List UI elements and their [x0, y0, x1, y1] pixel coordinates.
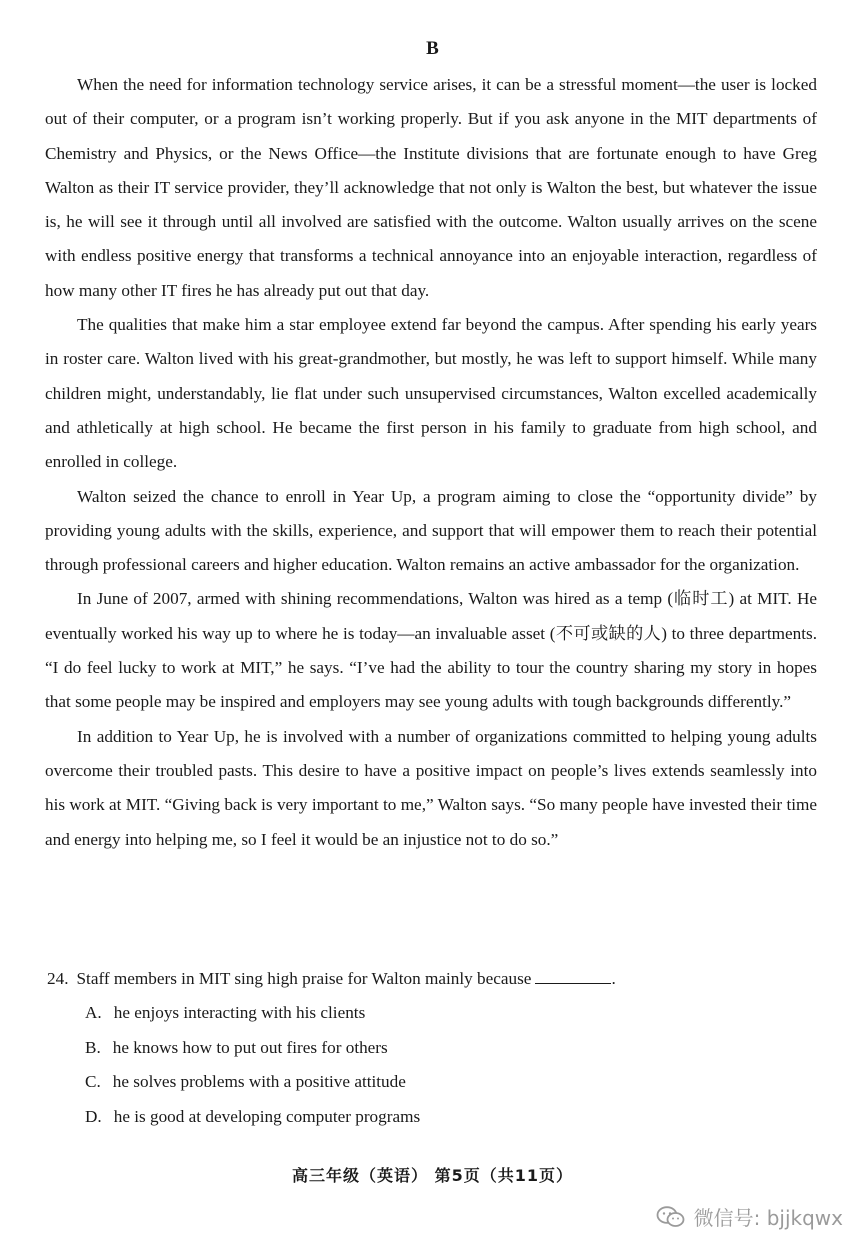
wechat-icon	[656, 1205, 686, 1229]
option-text: he is good at developing computer programs	[113, 1106, 421, 1126]
question-text: Staff members in MIT sing high praise for Walton mainly because	[76, 969, 532, 988]
option-a	[85, 996, 819, 1031]
section-letter: B	[426, 38, 439, 59]
question-end: .	[611, 969, 616, 988]
option-text: he enjoys interacting with his clients	[113, 1003, 366, 1022]
reading-passage	[45, 68, 817, 857]
option-b	[85, 1031, 819, 1066]
passage-paragraph: In June of 2007, armed with shining recommendations, Walton was hired as a temp (临时工) at MIT. He eventually worked his way up to where he is today—an invaluable asset (不可或缺的人) to three departments. “I do feel lucky to work at MIT,” he says. “I’ve had the ability to tour the country sharing my story in hopes that some people may be inspired and employers may see young adults with tough backgrounds differently.”	[45, 589, 817, 712]
option-d	[85, 1100, 819, 1135]
passage-paragraph: In addition to Year Up, he is involved with a number of organizations committed to helping young adults overcome their troubled pasts. This desire to have a positive impact on people’s lives extends seamlessly into his work at MIT. “Giving back is very important to me,” Walton says. “So many people have invested their time and energy into helping me, so I feel it would be an injustice not to do so.”	[45, 726, 817, 849]
option-letter: A.	[85, 1003, 102, 1022]
passage-paragraph: Walton seized the chance to enroll in Year Up, a program aiming to close the “opportunity divide” by providing young adults with the skills, experience, and support that will empower them to reach their potential through professional careers and higher education. Walton remains an active ambassador for the organization.	[45, 486, 817, 575]
question-stem	[47, 962, 819, 996]
wechat-watermark	[656, 1202, 843, 1231]
answer-options	[47, 996, 819, 1134]
passage-paragraph: When the need for information technology service arises, it can be a stressful moment—the user is locked out of their computer, or a program isn’t working properly. But if you ask anyone in the MIT departments of Chemistry and Physics, or the News Office—the Institute divisions that are fortunate enough to have Greg Walton as their IT service provider, they’ll acknowledge that not only is Walton the best, but whatever the issue is, he will see it through until all involved are satisfied with the outcome. Walton usually arrives on the scene with endless positive energy that transforms a technical annoyance into an enjoyable interaction, regardless of how many other IT fires he has already put out that day.	[45, 75, 817, 300]
question-24	[47, 962, 819, 1134]
option-letter: D.	[85, 1106, 102, 1126]
option-c	[85, 1065, 819, 1100]
answer-blank	[535, 969, 611, 984]
option-letter: C.	[85, 1072, 101, 1091]
watermark-text: 微信号: bjjkqwx	[693, 1206, 843, 1230]
option-text: he solves problems with a positive attitude	[112, 1072, 406, 1091]
question-number: 24.	[47, 969, 69, 988]
passage-paragraph: The qualities that make him a star employee extend far beyond the campus. After spending his early years in roster care. Walton lived with his great-grandmother, but mostly, he was left to support himself. While many children might, understandably, lie flat under such unsupervised circumstances, Walton excelled academically and athletically at high school. He became the first person in his family to graduate from high school, and enrolled in college.	[45, 315, 817, 472]
page-footer: 高三年级（英语） 第5页（共11页）	[292, 1166, 573, 1185]
option-letter: B.	[85, 1037, 101, 1057]
option-text: he knows how to put out fires for others	[112, 1037, 388, 1057]
